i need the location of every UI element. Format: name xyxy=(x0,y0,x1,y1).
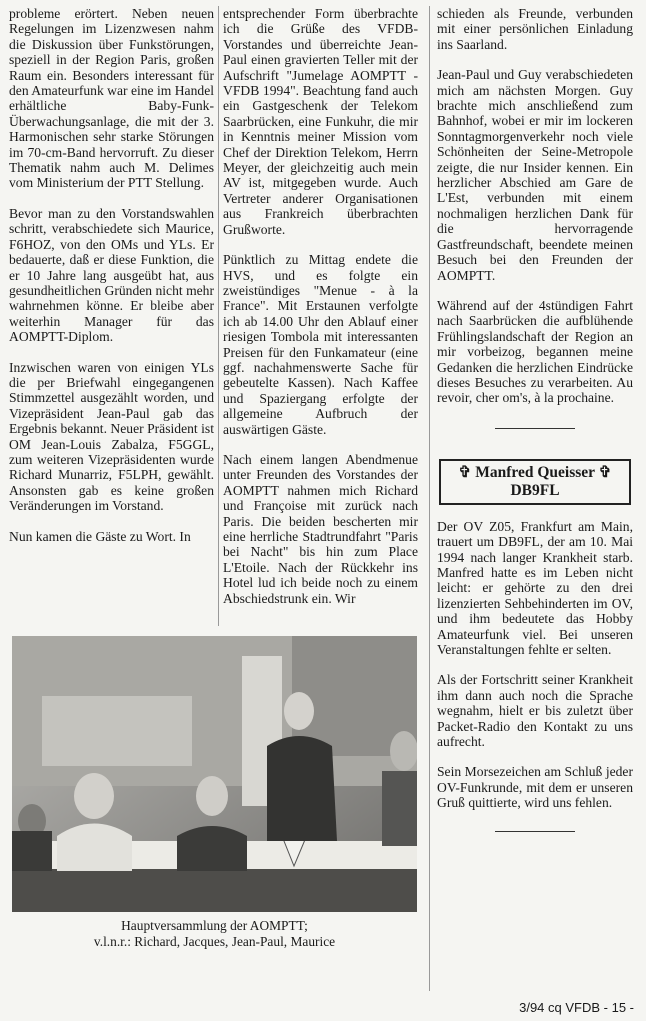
paragraph: Pünktlich zu Mittag endete die HVS, und es folgte ein zweistündiges "Menue - à la France". Mit Erstaunen verfolgte ich ab 14.00 Uhr den Ablauf einer riesigen Tombola mit interessanten Preisen für den Funkamateur (eine ggf. nachahmenswerte Sache für gebeutelte Kassen). Nach Kaffee und Spaziergang erfolgte der allgemeine Aufbruch der auswärtigen Gäste. xyxy=(223,252,418,437)
page-footer: 3/94 cq VFDB - 15 - xyxy=(519,1000,634,1015)
meeting-photo-image xyxy=(12,636,417,912)
article-column-2 xyxy=(223,6,418,621)
paragraph: probleme erörtert. Neben neuen Regelungen im Lizenzwesen nahm die Diskussion über Funkstörungen, speziell in der Region Paris, großen Raum ein. Besonders interessant für den Amateurfunk war eine im Handel erhältliche Baby-Funk-Überwachungsanlage, die mit der 3. Harmonischen sehr starke Störungen im 70-cm-Band hervorruft. Zu dieser Thematik nahm auch M. Delimes vom Ministerium der PTT Stellung. xyxy=(9,6,214,191)
section-divider xyxy=(495,428,575,429)
obituary-paragraph: Der OV Z05, Frankfurt am Main, trauert um DB9FL, der am 10. Mai 1994 nach langer Krankheit starb. Manfred hatte es im Leben nicht leicht: er gehörte zu den drei lizenzierten Sehbehinderten im OV, und ihm bedeutete das Hobby Amateurfunk viel. Bei unseren Veranstaltungen fehlte er selten. xyxy=(437,518,633,657)
paragraph: Nun kamen die Gäste zu Wort. In xyxy=(9,528,191,544)
obituary-paragraph: Als der Fortschritt seiner Krankheit ihm dann auch noch die Sprache wegnahm, hielt er bis zuletzt über Packet-Radio den Kontakt zu uns aufrecht. xyxy=(437,672,633,750)
obituary-paragraph: Sein Morsezeichen am Schluß jeder OV-Funkrunde, mit dem er unseren Gruß quittierte, wird uns fehlen. xyxy=(437,764,633,811)
article-column-3 xyxy=(437,6,633,832)
paragraph: Bevor man zu den Vorstandswahlen schritt, verabschiedete sich Maurice, F6HOZ, von den OMs und YLs. Er bedauerte, daß er diese Funktion, die er 10 Jahre lang ausgeübt hat, aus gesundheitlichen Gründen nicht mehr wahrnehmen könne. Er bleibe aber weiterhin Manager für das AOMPTT-Diplom. xyxy=(9,205,214,345)
caption-line: Hauptversammlung der AOMPTT; xyxy=(121,918,308,933)
paragraph: schieden als Freunde, verbunden mit einer persönlichen Einladung ins Saarland. xyxy=(437,6,633,52)
meeting-photo xyxy=(12,636,417,912)
photo-caption xyxy=(12,918,417,950)
paragraph: Jean-Paul und Guy verabschiedeten mich am nächsten Morgen. Guy brachte mich anschließend zum Bahnhof, wobei er mir im lockeren Sonntagmorgenverkehr noch viele Schönheiten der Seine-Metropole zeigte, die nur Insider kennen. Ein herzlicher Abschied am Gare de L'Est, verbunden mit einem nochmaligen herzlichen Dank für die hervorragende Gastfreundschaft, beendete meinen Besuch bei den Freunden der AOMPTT. xyxy=(437,67,633,283)
paragraph: entsprechender Form überbrachte ich die Grüße des VFDB-Vorstandes und überreichte Jean-Paul einen gravierten Teller mit der Aufschrift "Jumelage AOMPTT - VFDB 1994". Beachtung fand auch ein Gastgeschenk der Telekom Saarbrücken, eine Funkuhr, die mir in Kenntnis meiner Mission vom Chef der Direktion Telekom, Herrn Meyer, der gleichzeitig auch mein AV ist, mitgegeben wurde. Auch Vertreter anderer Organisationen aus Frankreich überbrachten Grußworte. xyxy=(223,6,418,237)
section-divider xyxy=(495,831,575,832)
caption-line: v.l.n.r.: Richard, Jacques, Jean-Paul, Maurice xyxy=(93,934,336,949)
paragraph: Inzwischen waren von einigen YLs die per Briefwahl eingegangenen Stimmzettel ausgezählt worden, und Vizepräsident Jean-Paul gab das Ergebnis bekannt. Neuer Präsident ist OM Jean-Louis Zabalza, F5GGL, zum weiteren Vizepräsidenten wurde Richard Munarriz, F5LPH, gewählt. Ansonsten gab es keine großen Veränderungen im Vorstand. xyxy=(9,359,214,514)
paragraph: Nach einem langen Abendmenue unter Freunden des Vorstandes der AOMPTT nahmen mich Richard und Françoise mit zurück nach Paris. Die beiden bescherten mir eine herrliche Stadtrundfahrt "Paris bei Nacht" bis hin zum Place L'Etoile. Nach der Rückkehr ins Hotel lud ich beide noch zu einem Abschiedstrunk ein. Wir xyxy=(223,451,418,606)
article-column-1 xyxy=(9,6,214,559)
column-divider xyxy=(218,6,219,626)
obituary-heading xyxy=(439,459,631,505)
obituary-name: ✞ Manfred Queisser ✞ xyxy=(458,463,612,481)
paragraph: Während auf der 4stündigen Fahrt nach Saarbrücken die aufblühende Frühlingslandschaft der Region an mir vorbeizog, begannen meine Gedanken die herzlichen Eindrücke dieses Besuches zu verarbeiten. Au revoir, cher om's, à la prochaine. xyxy=(437,297,633,406)
obituary-callsign: DB9FL xyxy=(510,481,560,499)
column-divider xyxy=(429,6,430,991)
